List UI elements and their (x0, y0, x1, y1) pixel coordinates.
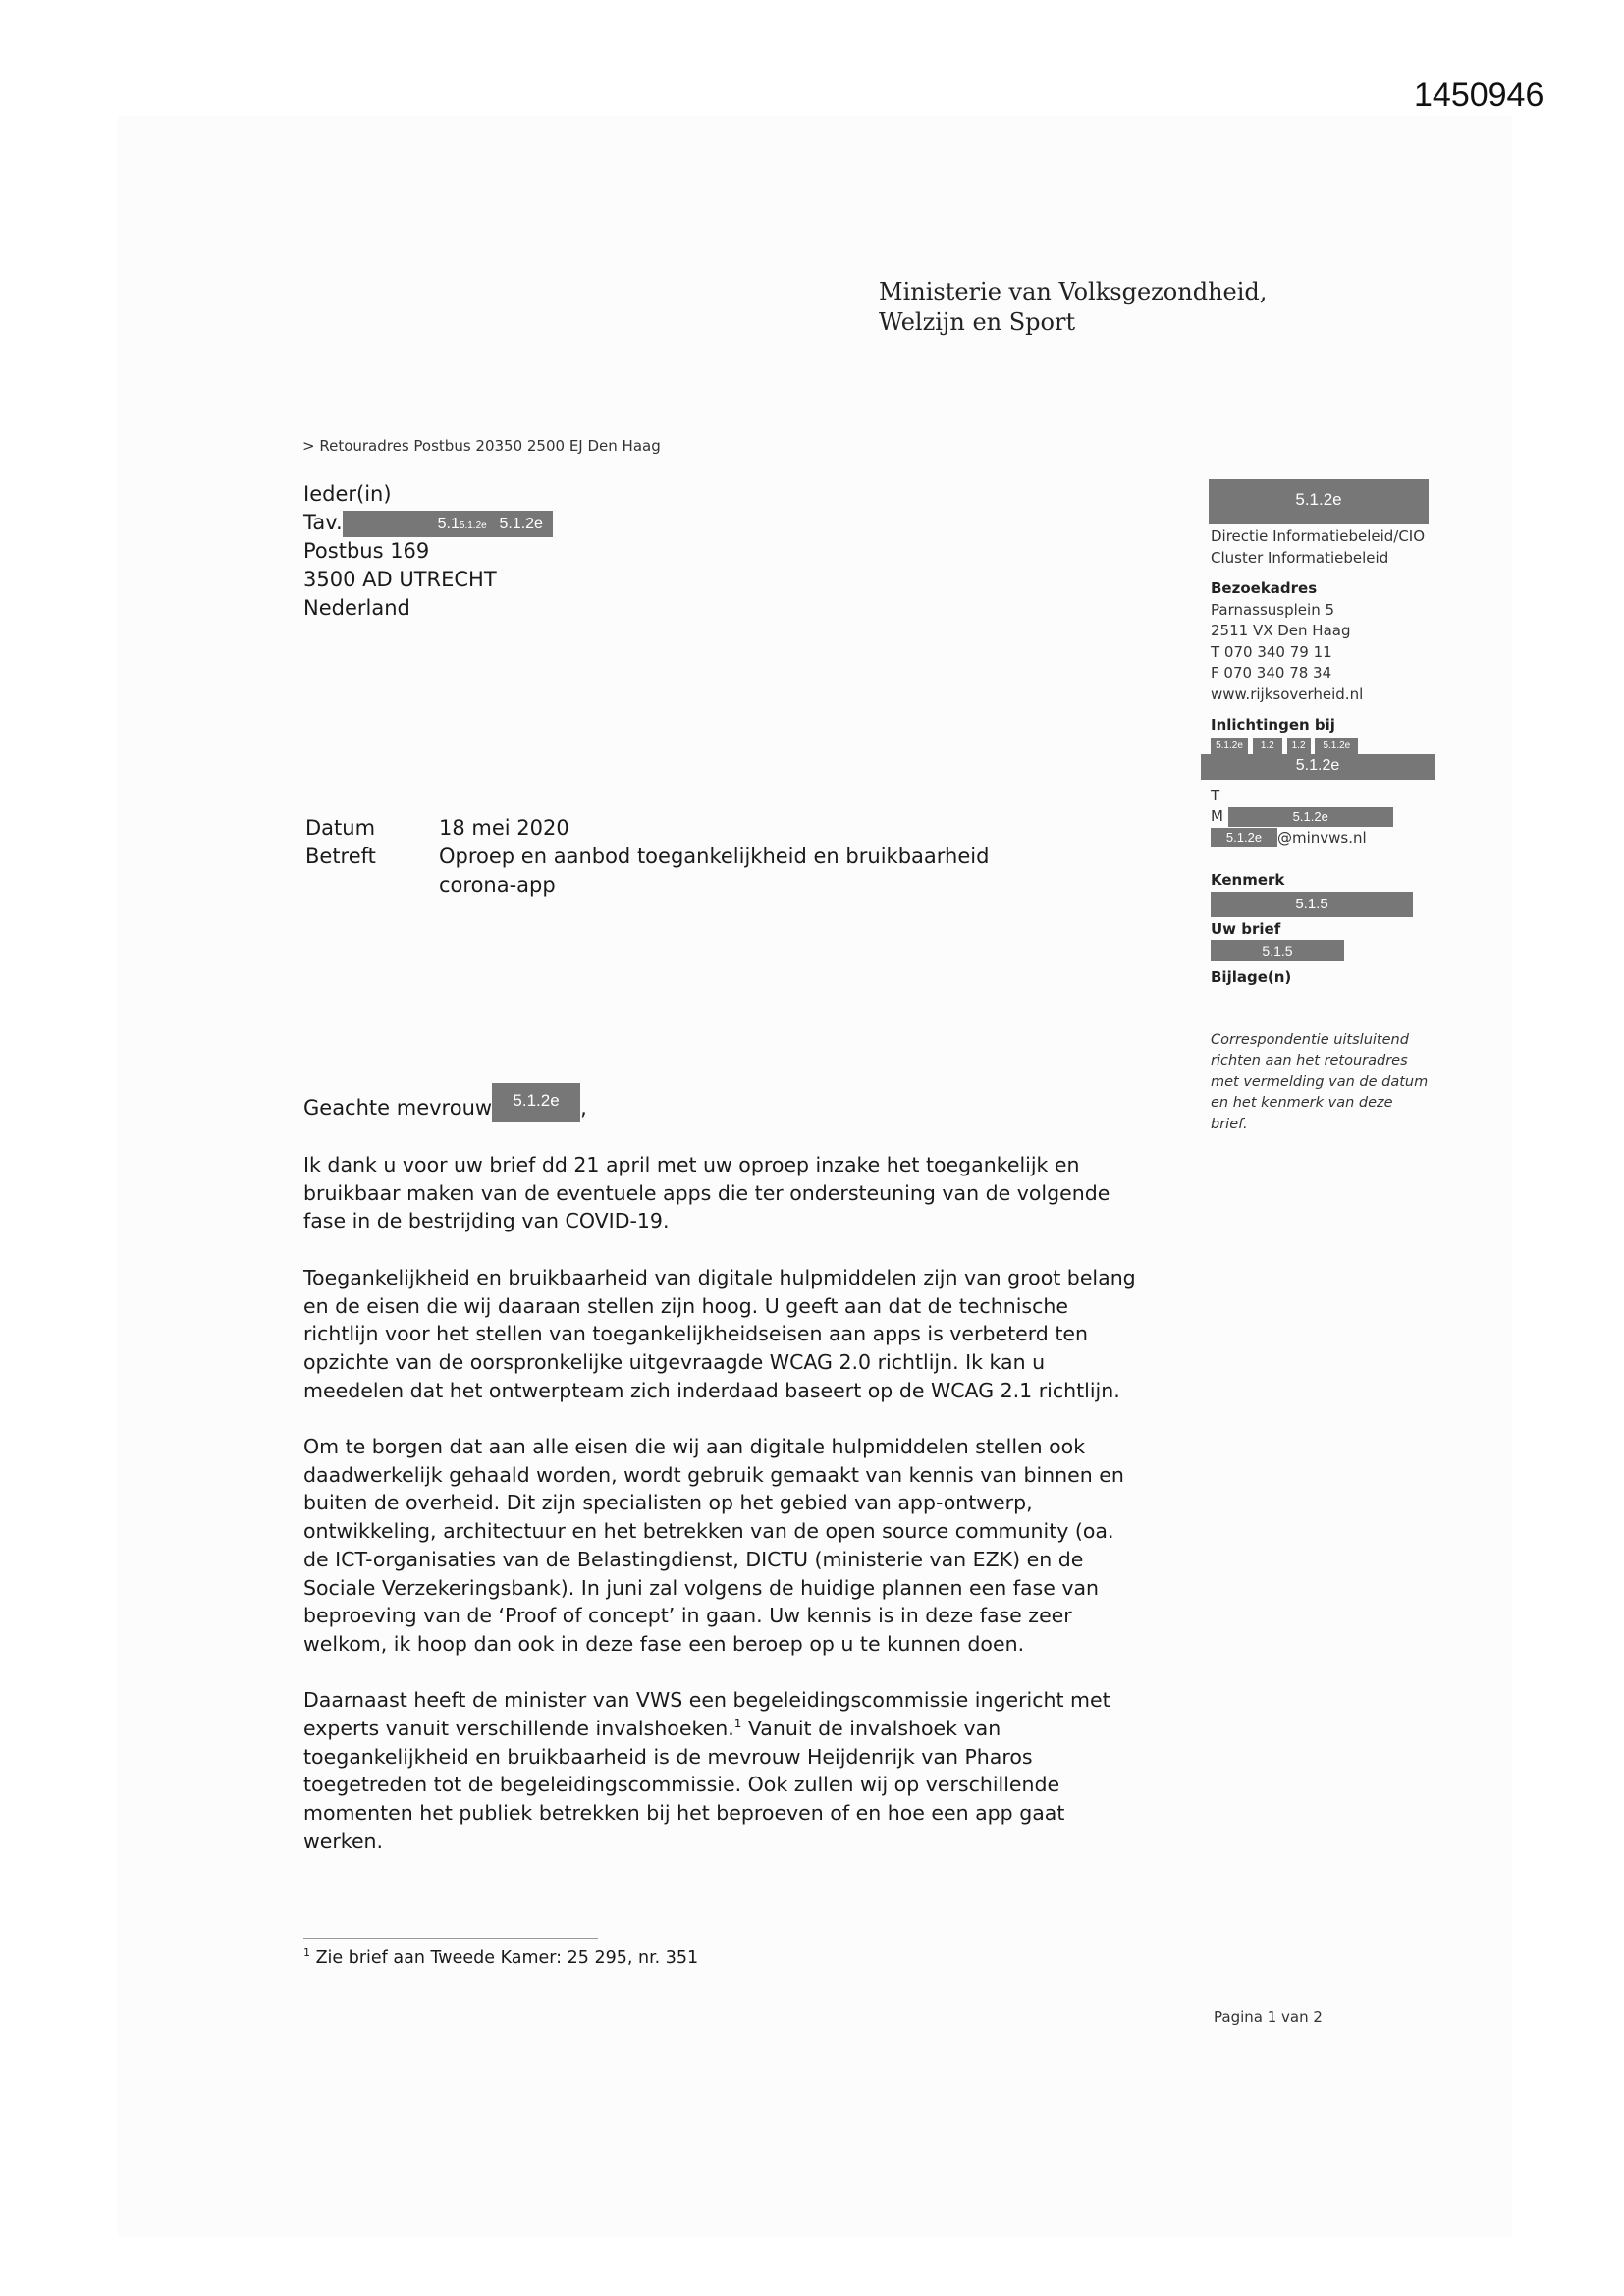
ministry-line-1: Ministerie van Volksgezondheid, (879, 278, 1268, 305)
body-line: meedelen dat het ontwerpteam zich inderdaad baseert op de WCAG 2.1 richtlijn. (303, 1378, 1120, 1402)
body-line: experts vanuit verschillende invalshoeken. (303, 1717, 734, 1741)
visit-line: Parnassusplein 5 (1211, 600, 1335, 619)
redaction-block (343, 511, 490, 537)
footnote (303, 1946, 698, 1968)
footnote-divider (303, 1938, 598, 1939)
phone-t-label: T (1211, 786, 1220, 804)
dept-line: Cluster Informatiebeleid (1211, 548, 1389, 567)
body-line: Sociale Verzekeringsbank). In juni zal volgens de huidige plannen een fase van (303, 1575, 1100, 1600)
kenmerk-label: Kenmerk (1211, 871, 1285, 889)
date-value: 18 mei 2020 (439, 816, 569, 840)
body-line: welkom, ik hoop dan ook in deze fase een beroep op u te kunnen doen. (303, 1631, 1025, 1656)
body-line: opzichte van de oorspronkelijke uitgevraagde WCAG 2.0 richtlijn. Ik kan u (303, 1349, 1046, 1374)
redaction-block: 5.1.2e (492, 1083, 580, 1122)
body-line: de ICT-organisaties van de Belastingdienst, DICTU (ministerie van EZK) en de (303, 1547, 1084, 1571)
body-line: fase in de bestrijding van COVID-19. (303, 1209, 670, 1233)
body-line: Om te borgen dat aan alle eisen die wij aan digitale hulpmiddelen stellen ook (303, 1435, 1086, 1458)
footnote-ref: 1 (733, 1717, 742, 1731)
redaction-block: 5.1.2e (1315, 738, 1358, 754)
redaction-code: 5.1 (437, 515, 460, 532)
note-line: richten aan het retouradres (1211, 1053, 1408, 1068)
salutation-suffix: , (580, 1096, 587, 1120)
redaction-block: 5.1.2e (1211, 828, 1277, 847)
date-label: Datum (305, 816, 376, 840)
bijlage-label: Bijlage(n) (1211, 968, 1292, 986)
phone-m-row (1211, 806, 1466, 828)
redaction-block: 1.2 (1287, 738, 1311, 754)
note-line: Correspondentie uitsluitend (1211, 1031, 1409, 1048)
recipient-line-5: Nederland (303, 596, 410, 620)
subject-line-2: corona-app (439, 873, 556, 897)
page-number: Pagina 1 van 2 (1214, 2008, 1323, 2026)
note-line: met vermelding van de datum (1211, 1073, 1429, 1090)
footnote-number: 1 (303, 1946, 310, 1959)
body-line: Toegankelijkheid en bruikbaarheid van digitale hulpmiddelen zijn van groot belang (303, 1265, 1136, 1289)
recipient-address (303, 480, 553, 623)
recipient-line-1: Ieder(in) (303, 482, 392, 506)
body-line: buiten de overheid. Dit zijn specialisten op het gebied van app-ontwerp, (303, 1491, 1033, 1515)
subject-line-1: Oproep en aanbod toegankelijkheid en bruikbaarheid (439, 845, 990, 868)
visit-label: Bezoekadres (1211, 579, 1318, 597)
body-line: beproeving van de ‘Proof of concept’ in gaan. Uw kennis is in deze fase zeer (303, 1604, 1072, 1628)
paragraph (303, 1433, 1192, 1659)
recipient-tav (303, 509, 553, 537)
phone-m-label: M (1211, 807, 1223, 825)
email-domain: @minvws.nl (1277, 828, 1367, 847)
dept-line: Directie Informatiebeleid/CIO (1211, 527, 1426, 545)
redaction-block: 5.1.2e (490, 511, 553, 537)
note-line: brief. (1211, 1116, 1248, 1132)
document-id: 1450946 (1414, 77, 1544, 114)
body-line: richtlijn voor het stellen van toegankelijkheidseisen aan apps is verbeterd ten (303, 1322, 1088, 1346)
body-line: toegankelijkheid en bruikbaarheid is de mevrouw Heijdenrijk van Pharos (303, 1744, 1033, 1769)
info-label: Inlichtingen bij (1211, 716, 1335, 734)
body-line: momenten het publiek betrekken bij het beproeven of en hoe een app gaat (303, 1801, 1065, 1826)
body-line: ontwikkeling, architectuur en het betrekken van de open source community (oa. (303, 1519, 1114, 1544)
redaction-block: 5.1.2e (1209, 479, 1429, 524)
sidebar-colofon (1211, 479, 1466, 1135)
correspondence-note (1211, 1030, 1466, 1136)
body-line: werken. (303, 1829, 384, 1853)
info-redactions (1211, 737, 1466, 754)
paragraph (303, 1151, 1192, 1235)
ministry-logo-text (879, 277, 1267, 338)
footnote-text: Zie brief aan Tweede Kamer: 25 295, nr. 351 (310, 1947, 699, 1968)
subject-value (439, 843, 1048, 900)
redaction-block: 5.1.2e (1201, 754, 1435, 780)
body-line: daadwerkelijk gehaald worden, wordt gebruik gemaakt van kennis van binnen en (303, 1462, 1124, 1487)
email-row (1211, 828, 1466, 849)
redaction-block: 5.1.2e (1228, 807, 1393, 827)
recipient-line-4: 3500 AD UTRECHT (303, 568, 497, 591)
paragraph (303, 1264, 1192, 1405)
body-line: Ik dank u voor uw brief dd 21 april met uw oproep inzake het toegankelijk en (303, 1153, 1080, 1176)
body-line: en de eisen die wij daaraan stellen zijn hoog. U geeft aan dat de technische (303, 1293, 1068, 1318)
subject-row (305, 843, 1048, 900)
redaction-block: 1.2 (1253, 738, 1282, 754)
body-line: bruikbaar maken van de eventuele apps die ter ondersteuning van de volgende (303, 1180, 1110, 1205)
return-address: > Retouradres Postbus 20350 2500 EJ Den Haag (302, 437, 661, 455)
redaction-block: 5.1.5 (1211, 892, 1413, 917)
uwbrief-label: Uw brief (1211, 919, 1281, 938)
body-line: toegetreden tot de begeleidingscommissie. Ook zullen wij op verschillende (303, 1773, 1060, 1797)
tav-prefix: Tav. (303, 511, 343, 534)
subject-label: Betreft (305, 845, 376, 868)
visit-line: www.rijksoverheid.nl (1211, 684, 1364, 703)
visit-line: T 070 340 79 11 (1211, 642, 1332, 661)
recipient-line-3: Postbus 169 (303, 539, 430, 563)
redaction-block: 5.1.2e (1211, 738, 1248, 754)
ministry-line-2: Welzijn en Sport (879, 308, 1076, 336)
visit-line: 2511 VX Den Haag (1211, 622, 1351, 639)
letter-meta (305, 814, 1048, 900)
redaction-block: 5.1.5 (1211, 940, 1344, 961)
note-line: en het kenmerk van deze (1211, 1095, 1393, 1111)
body-line: Vanuit de invalshoek van (741, 1717, 1001, 1741)
paragraph (303, 1686, 1192, 1855)
salutation-text: Geachte mevrouw (303, 1096, 493, 1120)
redaction-code: 5.1.2e (459, 519, 487, 531)
body-line: Daarnaast heeft de minister van VWS een begeleidingscommissie ingericht met (303, 1688, 1110, 1713)
visit-line: F 070 340 78 34 (1211, 664, 1332, 682)
date-row (305, 814, 1048, 843)
salutation (303, 1093, 587, 1122)
letter-body (303, 1151, 1192, 1884)
